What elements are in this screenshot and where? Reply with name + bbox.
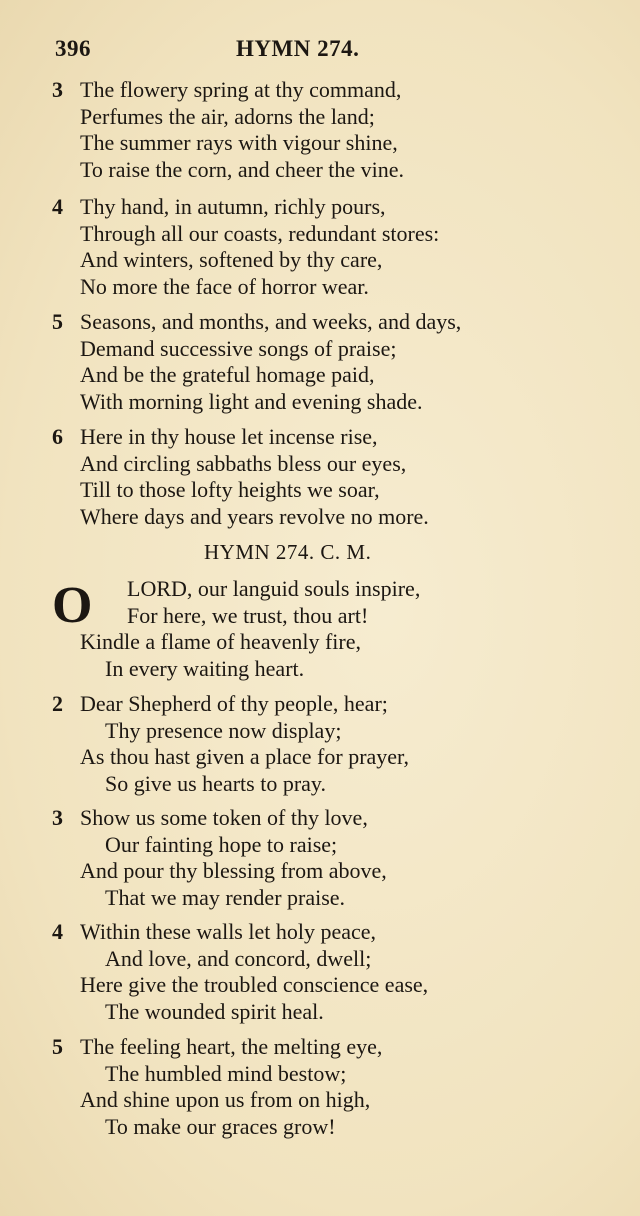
verse-line (52, 274, 632, 301)
verse-line: LORD, our languid souls inspire, (127, 576, 421, 601)
verse-line (52, 1087, 632, 1114)
verse-line (52, 805, 632, 832)
verse-line (52, 885, 632, 912)
verse-line (52, 1061, 632, 1088)
verse-line (52, 999, 632, 1026)
verse-line (52, 104, 632, 131)
verse-text: The summer rays with vigour shine, (80, 130, 398, 156)
verse-text: Seasons, and months, and weeks, and days, (80, 309, 462, 334)
stanza-3 (52, 805, 632, 912)
stanza-number: 5 (52, 1034, 63, 1059)
stanza-6 (52, 424, 632, 531)
verse-line (52, 919, 632, 946)
verse-line (52, 477, 632, 504)
stanza-1 (52, 576, 632, 683)
verse-line (52, 309, 632, 336)
stanza-number: 4 (52, 919, 63, 944)
verse-text: And love, and concord, dwell; (105, 945, 372, 971)
verse-text: Within these walls let holy peace, (80, 919, 377, 944)
verse-line (52, 504, 632, 531)
verse-text: Where days and years revolve no more. (80, 504, 429, 530)
drop-cap: O (52, 577, 93, 634)
verse-text: And circling sabbaths bless our eyes, (80, 450, 407, 476)
verse-line (52, 744, 632, 771)
verse-text: And be the grateful homage paid, (80, 362, 375, 388)
verse-text: As thou hast given a place for prayer, (80, 744, 410, 770)
verse-text: The humbled mind bestow; (105, 1060, 347, 1086)
verse-line (52, 972, 632, 999)
verse-line (52, 718, 632, 745)
stanza-4 (52, 919, 632, 1026)
verse-text: Thy hand, in autumn, richly pours, (80, 194, 386, 219)
verse-line (52, 389, 632, 416)
stanza-number: 2 (52, 691, 63, 716)
verse-line (52, 336, 632, 363)
verse-text: The wounded spirit heal. (105, 999, 324, 1025)
verse-text: The feeling heart, the melting eye, (80, 1034, 383, 1059)
verse-text: Perfumes the air, adorns the land; (80, 103, 375, 129)
stanza-number: 3 (52, 805, 63, 830)
verse-line (52, 221, 632, 248)
verse-text: Here give the troubled conscience ease, (80, 972, 429, 998)
verse-line (52, 691, 632, 718)
hymn-title: HYMN 274. C. M. (204, 540, 372, 564)
verse-text: With morning light and evening shade. (80, 389, 423, 415)
verse-text: To make our graces grow! (105, 1114, 336, 1140)
stanza-4 (52, 194, 632, 301)
verse-line (52, 194, 632, 221)
verse-line (52, 157, 632, 184)
verse-text: Our fainting hope to raise; (105, 831, 338, 857)
stanza-3 (52, 77, 632, 184)
verse-text: So give us hearts to pray. (105, 771, 326, 797)
verse-text: The flowery spring at thy command, (80, 77, 402, 102)
verse-text: Dear Shepherd of thy people, hear; (80, 691, 388, 716)
verse-text: And winters, softened by thy care, (80, 247, 383, 273)
verse-text: Demand successive songs of praise; (80, 335, 397, 361)
verse-line (52, 1034, 632, 1061)
verse-text: Through all our coasts, redundant stores: (80, 220, 440, 246)
verse-text: Show us some token of thy love, (80, 805, 368, 830)
stanza-number: 3 (52, 77, 63, 102)
verse-line: In every waiting heart. (105, 656, 305, 682)
verse-line: Kindle a flame of heavenly fire, (80, 629, 361, 655)
verse-line (52, 771, 632, 798)
verse-text: Here in thy house let incense rise, (80, 424, 378, 449)
verse-line: For here, we trust, thou art! (127, 602, 369, 628)
verse-line (52, 424, 632, 451)
stanza-number: 5 (52, 309, 63, 334)
stanza-5 (52, 1034, 632, 1141)
stanza-2 (52, 691, 632, 798)
verse-text: No more the face of horror wear. (80, 274, 369, 300)
verse-line (52, 858, 632, 885)
verse-text: And pour thy blessing from above, (80, 858, 387, 884)
verse-text: Thy presence now display; (105, 717, 342, 743)
verse-line (52, 362, 632, 389)
stanza-5 (52, 309, 632, 416)
running-title: HYMN 274. (236, 36, 360, 61)
verse-line (52, 946, 632, 973)
verse-line (52, 451, 632, 478)
verse-line (52, 130, 632, 157)
verse-text: That we may render praise. (105, 885, 346, 911)
verse-text: Till to those lofty heights we soar, (80, 477, 380, 503)
verse-line (52, 832, 632, 859)
stanza-number: 4 (52, 194, 63, 219)
verse-text: To raise the corn, and cheer the vine. (80, 157, 405, 183)
verse-text: And shine upon us from on high, (80, 1087, 371, 1113)
verse-line (52, 247, 632, 274)
page-number: 396 (55, 36, 91, 61)
verse-line (52, 77, 632, 104)
stanza-number: 6 (52, 424, 63, 449)
verse-line (52, 1114, 632, 1141)
